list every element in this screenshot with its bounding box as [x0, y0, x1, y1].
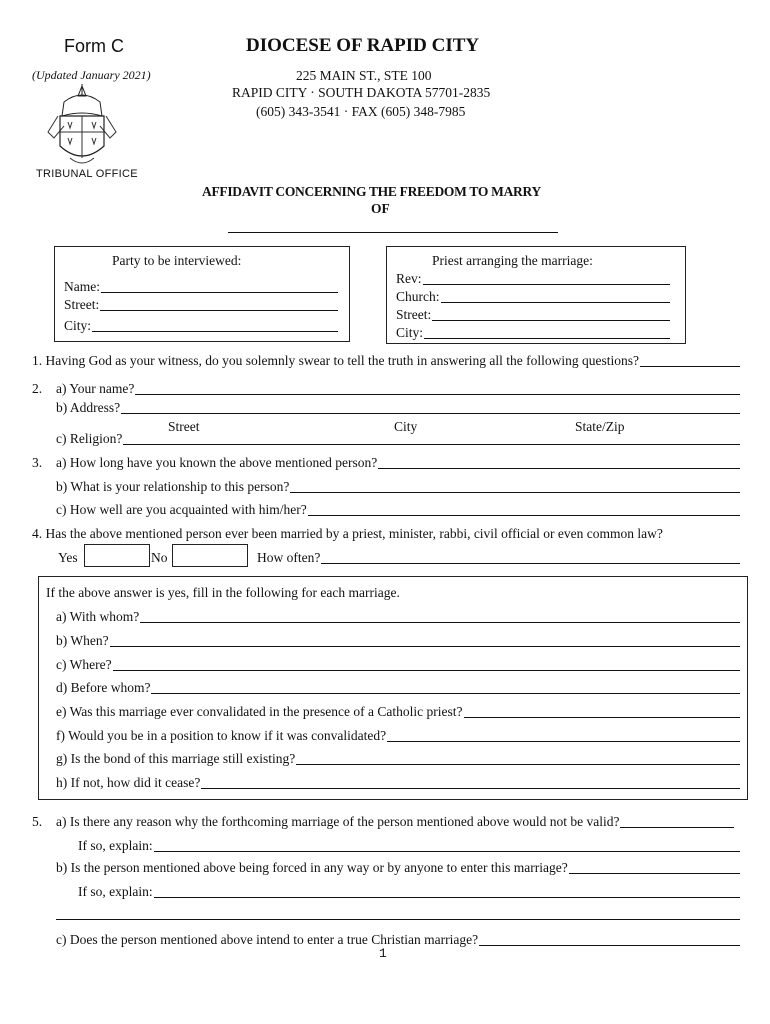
how-often-field[interactable]: [321, 551, 740, 564]
of-name-line[interactable]: [228, 232, 558, 233]
party-city-field[interactable]: [92, 319, 338, 332]
marriage-item-g: g) Is the bond of this marriage still existing?: [56, 751, 296, 766]
street-caption: Street: [168, 419, 200, 434]
marriage-item-a: a) With whom?: [56, 609, 140, 624]
q3b-label: b) What is your relationship to this person?: [56, 479, 290, 494]
form-label: Form C: [64, 36, 124, 56]
marriage-item-e: e) Was this marriage ever convalidated in the presence of a Catholic priest?: [56, 704, 463, 719]
q3a-field[interactable]: [378, 456, 740, 469]
q2b-label: b) Address?: [56, 400, 121, 415]
q3-number: 3.: [32, 455, 43, 470]
priest-heading: Priest arranging the marriage:: [432, 253, 593, 268]
affidavit-of: OF: [371, 201, 390, 216]
party-name-field[interactable]: [101, 280, 338, 293]
q1-text: 1. Having God as your witness, do you solemnly swear to tell the truth in answering all the following questions?: [32, 353, 640, 368]
q2a-field[interactable]: [135, 382, 740, 395]
priest-city-field[interactable]: [424, 326, 670, 339]
q5-number: 5.: [32, 814, 43, 829]
party-street-field[interactable]: [100, 298, 338, 311]
priest-street-label: Street:: [396, 307, 432, 322]
party-heading: Party to be interviewed:: [112, 253, 242, 268]
q5b-explain-field[interactable]: [154, 885, 740, 898]
marriage-field-d[interactable]: [151, 681, 740, 694]
q5b-extra-line[interactable]: [56, 919, 740, 920]
diocese-title: DIOCESE OF RAPID CITY: [246, 35, 480, 56]
address-line-1: 225 MAIN ST., STE 100: [296, 68, 432, 83]
priest-rev-field[interactable]: [423, 272, 671, 285]
marriage-item-d: d) Before whom?: [56, 680, 151, 695]
marriage-item-f: f) Would you be in a position to know if it was convalidated?: [56, 728, 387, 743]
q2b-field[interactable]: [121, 401, 740, 414]
q5b-field[interactable]: [569, 861, 740, 874]
how-often-label: How often?: [257, 550, 321, 565]
marriage-field-b[interactable]: [110, 634, 740, 647]
priest-church-label: Church:: [396, 289, 440, 304]
q5a-field[interactable]: [620, 815, 734, 828]
marriage-field-h[interactable]: [201, 776, 740, 789]
priest-street-field[interactable]: [432, 308, 670, 321]
marriage-item-h: h) If not, how did it cease?: [56, 775, 201, 790]
no-label: No: [151, 550, 168, 565]
q5a-explain-label: If so, explain:: [78, 838, 153, 853]
marriage-field-c[interactable]: [113, 658, 740, 671]
no-box[interactable]: [172, 544, 248, 567]
q5b-explain-label: If so, explain:: [78, 884, 153, 899]
q5b-label: b) Is the person mentioned above being forced in any way or by anyone to enter this marriage?: [56, 860, 568, 875]
marriage-item-c: c) Where?: [56, 657, 112, 672]
city-caption: City: [394, 419, 418, 434]
tribunal-office: TRIBUNAL OFFICE: [36, 168, 138, 180]
q3b-field[interactable]: [290, 480, 740, 493]
party-name-label: Name:: [64, 279, 100, 294]
q2a-label: a) Your name?: [56, 381, 135, 396]
marriage-item-b: b) When?: [56, 633, 109, 648]
marriage-field-e[interactable]: [464, 705, 741, 718]
priest-rev-label: Rev:: [396, 271, 422, 286]
q3c-label: c) How well are you acquainted with him/her?: [56, 502, 307, 517]
q5c-label: c) Does the person mentioned above intend to enter a true Christian marriage?: [56, 932, 479, 947]
marriage-field-a[interactable]: [140, 610, 740, 623]
marriage-intro: If the above answer is yes, fill in the following for each marriage.: [46, 585, 400, 600]
updated-note: (Updated January 2021): [32, 68, 151, 82]
q3a-label: a) How long have you known the above mentioned person?: [56, 455, 378, 470]
q2-number: 2.: [32, 381, 43, 396]
diocese-seal-icon: [40, 82, 124, 172]
q5a-explain-field[interactable]: [154, 839, 740, 852]
q1-answer[interactable]: [640, 354, 740, 367]
q4-text: 4. Has the above mentioned person ever been married by a priest, minister, rabbi, civil official or even common law?: [32, 526, 663, 541]
state-zip-caption: State/Zip: [575, 419, 625, 434]
marriage-field-g[interactable]: [296, 752, 740, 765]
page-number: 1: [379, 946, 387, 961]
party-street-label: Street:: [64, 297, 100, 312]
q5c-field[interactable]: [479, 933, 740, 946]
phone-fax: (605) 343-3541 · FAX (605) 348-7985: [256, 104, 466, 119]
priest-city-label: City:: [396, 325, 424, 340]
priest-church-field[interactable]: [441, 290, 671, 303]
yes-box[interactable]: [84, 544, 150, 567]
yes-label: Yes: [58, 550, 78, 565]
party-city-label: City:: [64, 318, 92, 333]
affidavit-title: AFFIDAVIT CONCERNING THE FREEDOM TO MARRY: [202, 184, 541, 199]
address-line-2: RAPID CITY · SOUTH DAKOTA 57701-2835: [232, 85, 491, 100]
marriage-field-f[interactable]: [387, 729, 740, 742]
q2c-label: c) Religion?: [56, 431, 123, 446]
q3c-field[interactable]: [308, 503, 740, 516]
q5a-label: a) Is there any reason why the forthcoming marriage of the person mentioned above would not be valid?: [56, 814, 620, 829]
q2c-field[interactable]: [123, 432, 740, 445]
